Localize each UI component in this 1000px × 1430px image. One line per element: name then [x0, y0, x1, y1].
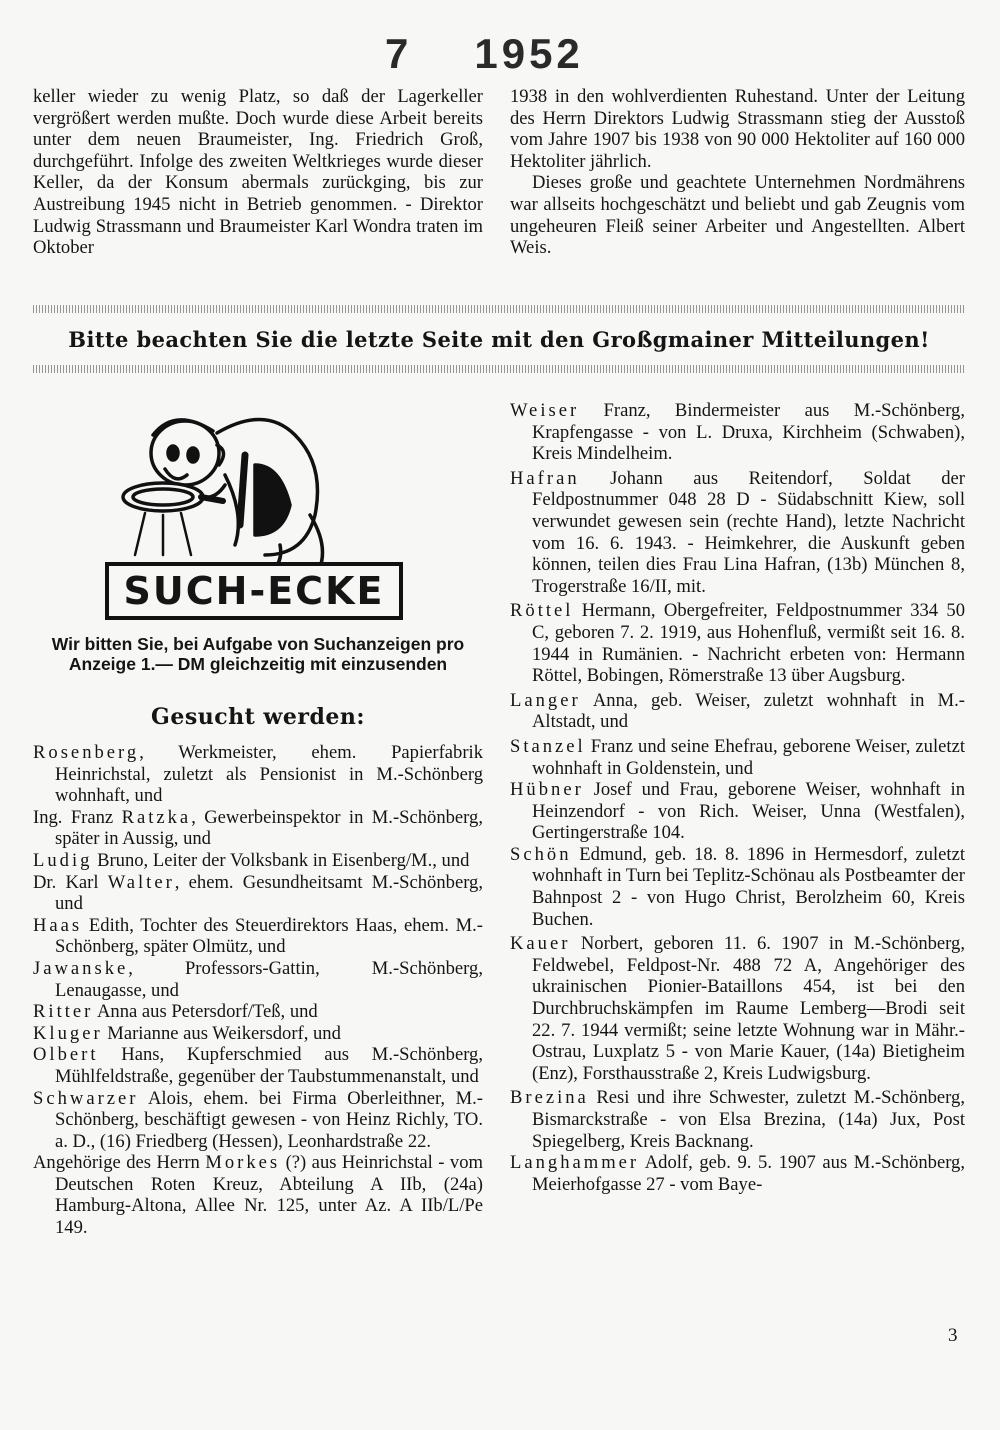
person-name: Ludig: [33, 849, 93, 871]
notice-headline: Bitte beachten Sie die letzte Seite mit den Großgmainer Mitteilungen!: [68, 327, 930, 352]
list-item: [510, 468, 965, 598]
entry-text: Resi und ihre Schwester, zuletzt M.-Schönberg, Bismarckstraße - von Elsa Brezina, (14a) Jux, Post Spiegelberg, Kreis Backnang.: [532, 1087, 965, 1152]
list-item: [33, 872, 483, 915]
person-name: Haas: [33, 914, 83, 936]
person-name: Morkes: [205, 1152, 281, 1174]
entry-prefix: Angehörige des Herrn: [33, 1152, 206, 1174]
entry-text: Franz, Bindermeister aus M.-Schönberg, Krapfengasse - von L. Druxa, Kirchheim (Schwaben), Kreis Mindelheim.: [532, 400, 965, 465]
list-item: [33, 1023, 483, 1045]
entry-text: , ehem. Gesundheitsamt M.-Schönberg, und: [55, 871, 483, 915]
list-item: [510, 690, 965, 733]
entry-text: Edith, Tochter des Steuerdirektors Haas, ehem. M.-Schönberg, später Olmütz, und: [55, 914, 483, 958]
list-item: [33, 1044, 483, 1087]
entry-text: , Professors-Gattin, M.-Schönberg, Lenaugasse, und: [55, 957, 483, 1001]
person-name: Jawanske: [33, 957, 129, 979]
entry-prefix: Dr. Karl: [33, 871, 108, 893]
person-name: Schwarzer: [33, 1087, 139, 1109]
entry-text: , Werkmeister, ehem. Papierfabrik Heinrichstal, zuletzt als Pensionist in M.-Schönberg wohnhaft, und: [55, 742, 483, 807]
entry-text: Franz und seine Ehefrau, geborene Weiser, zuletzt wohnhaft in Goldenstein, und: [532, 735, 965, 779]
person-name: Schön: [510, 843, 572, 865]
person-name: Kauer: [510, 933, 571, 955]
page-header: [385, 30, 584, 78]
issue-year: 1952: [474, 30, 584, 77]
person-name: Hafran: [510, 467, 580, 489]
person-name: Weiser: [510, 400, 580, 421]
entry-text: Hermann, Obergefreiter, Feldpostnummer 334 50 C, geboren 7. 2. 1919, aus Hohenfluß, vermißt seit 16. 8. 1944 in Rumänien. - Nachricht erbeten von: Hermann Röttel, Bobingen, Römerstraße 13 über Augsburg.: [532, 600, 965, 687]
entry-text: Anna aus Petersdorf/Teß, und: [93, 1001, 318, 1023]
person-name: Langhammer: [510, 1152, 640, 1174]
article-paragraph: 1938 in den wohlverdienten Ruhestand. Unter der Leitung des Herrn Direktors Ludwig Strassmann stieg der Ausstoß vom Jahre 1907 bis 1938 von 90 000 Hektoliter auf 160 000 Hektoliter jährlich.: [510, 86, 965, 172]
list-item: [33, 915, 483, 958]
entry-text: (?) aus Heinrichstal - vom Deutschen Roten Kreuz, Abteilung A IIb, (24a) Hamburg-Altona, Allee Nr. 125, unter Az. A IIb/L/Pe 149.: [55, 1152, 483, 1239]
entry-text: Anna, geb. Weiser, zuletzt wohnhaft in M.-Altstadt, und: [532, 689, 965, 733]
submission-request: Wir bitten Sie, bei Aufgabe von Suchanzeigen pro Anzeige 1.— DM gleichzeitig mit einzusenden: [51, 634, 465, 674]
person-name: Ritter: [33, 1001, 94, 1023]
entry-text: Alois, ehem. bei Firma Oberleithner, M.-Schönberg, beschäftigt gewesen - von Heinz Richly, TO. a. D., (16) Friedberg (Hessen), Leonhardstraße 22.: [55, 1087, 483, 1152]
article-continuation-left: [33, 86, 483, 259]
person-name: Ratzka: [121, 806, 192, 828]
such-ecke-title: SUCH-ECKE: [105, 562, 403, 620]
person-name: Langer: [510, 689, 581, 711]
person-name: Hübner: [510, 779, 584, 801]
list-item: [510, 736, 965, 779]
list-item: [33, 958, 483, 1001]
issue-number: 7: [385, 30, 413, 77]
person-name: Walter: [107, 871, 175, 893]
entry-text: Johann aus Reitendorf, Soldat der Feldpostnummer 048 28 D - Südabschnitt Kiew, soll verwundet gewesen sein (rechte Hand), letzte Nachricht vom 16. 6. 1943. - Heimkehrer, die Auskunft geben können, teilen dies Frau Lina Hafran, (13b) München 8, Trogerstraße 16/II, mit.: [532, 467, 965, 597]
divider-rule: [33, 365, 965, 373]
article-paragraph: keller wieder zu wenig Platz, so daß der Lagerkeller vergrößert werden mußte. Doch wurde diese Arbeit bereits unter dem neuen Braumeister, Ing. Friedrich Groß, durchgeführt. Infolge des zweiten Weltkrieges wurde dieser Keller, da der Konsum abermals zurückging, bis zur Austreibung 1945 nicht in Betrieb genommen. - Direktor Ludwig Strassmann und Braumeister Karl Wondra traten im Oktober: [33, 86, 483, 259]
list-item: [510, 779, 965, 844]
list-item: [510, 600, 965, 686]
entry-text: Marianne aus Weikersdorf, und: [102, 1022, 341, 1044]
list-item: [33, 1001, 483, 1023]
divider-rule: [33, 305, 965, 313]
list-item: [510, 933, 965, 1084]
entry-text: Josef und Frau, geborene Weiser, wohnhaft in Heinzendorf - von Rich. Weiser, Unna (Westfalen), Gertingerstraße 104.: [532, 779, 965, 844]
list-item: [510, 1087, 965, 1152]
person-name: Rosenberg: [33, 742, 140, 763]
entry-text: Hans, Kupferschmied aus M.-Schönberg, Mühlfeldstraße, gegenüber der Taubstummenanstalt, und: [55, 1044, 483, 1087]
article-paragraph: Dieses große und geachtete Unternehmen Nordmährens war allseits hochgeschätzt und beliebt und gab Zeugnis vom ungeheuren Fleiß seiner Arbeiter und Angestellten. Albert Weis.: [510, 172, 965, 259]
entry-text: Adolf, geb. 9. 5. 1907 aus M.-Schönberg, Meierhofgasse 27 - vom Baye-: [532, 1152, 965, 1195]
page-number: 3: [948, 1325, 958, 1346]
person-name: Stanzel: [510, 735, 586, 757]
list-item: [33, 1088, 483, 1153]
person-name: Brezina: [510, 1087, 589, 1109]
person-name: Röttel: [510, 600, 574, 622]
entry-prefix: Ing. Franz: [33, 806, 122, 828]
wanted-list-left: [33, 742, 483, 1239]
list-item: [510, 844, 965, 930]
wanted-heading: Gesucht werden:: [151, 704, 365, 730]
entry-text: Edmund, geb. 18. 8. 1896 in Hermesdorf, zuletzt wohnhaft in Turn bei Teplitz-Schönau als Postbeamter der Bahnpost 2 - von Hugo Christ, Berolzheim 60, Kreis Buchen.: [532, 843, 965, 930]
person-name: Olbert: [33, 1044, 99, 1066]
entry-text: Bruno, Leiter der Volksbank in Eisenberg/M., und: [92, 849, 470, 871]
person-name: Kluger: [33, 1022, 103, 1044]
article-continuation-right: [510, 86, 965, 259]
list-item: [33, 850, 483, 872]
entry-text: Norbert, geboren 11. 6. 1907 in M.-Schönberg, Feldwebel, Feldpost-Nr. 488 72 A, Angehöriger des ukrainischen Pionier-Bataillons 454, ist bei den Durchbruchskämpfen im Raume Lemberg—Brodi seit 22. 7. 1944 vermißt; seine letzte Wohnung war in Mähr.-Ostrau, Luxplatz 5 - von Marie Kauer, (14a) Bietigheim (Enz), Forsthausstraße 2, Kreis Ludwigsburg.: [532, 933, 965, 1084]
list-item: [33, 1152, 483, 1238]
list-item: [510, 1152, 965, 1195]
wanted-list-right: [510, 400, 965, 1195]
list-item: [33, 807, 483, 850]
entry-text: , Gewerbeinspektor in M.-Schönberg, später in Aussig, und: [55, 806, 483, 850]
list-item: [510, 400, 965, 465]
list-item: [33, 742, 483, 807]
